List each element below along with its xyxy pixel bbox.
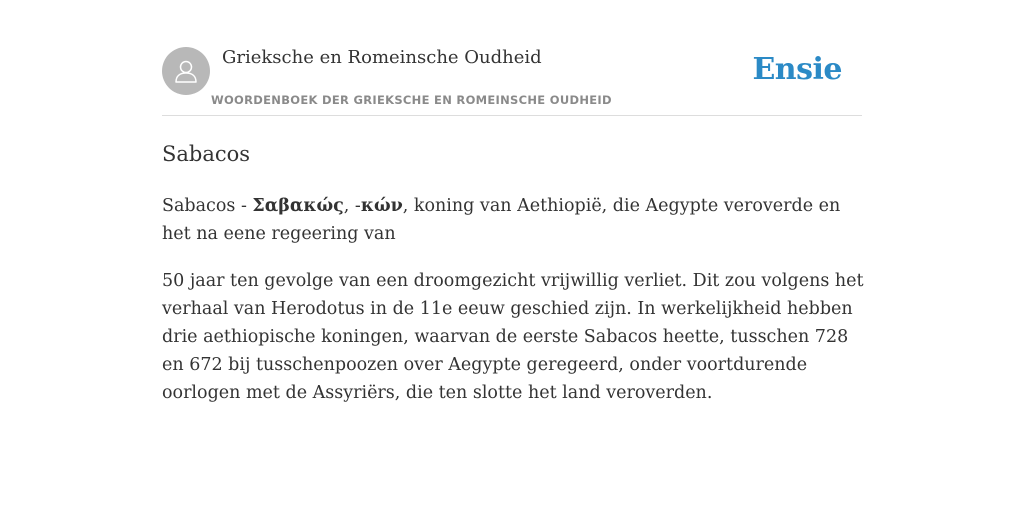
- lead-text: Sabacos -: [162, 196, 253, 216]
- source-avatar[interactable]: [162, 47, 210, 95]
- user-icon: [172, 57, 200, 85]
- brand-logo[interactable]: Ensie: [752, 52, 842, 87]
- paragraph-1-rest: , koning van Aethiopië, die Aegypte veroverde en het na eene regeering van: [162, 196, 841, 244]
- entry-paragraph-1: [162, 192, 867, 248]
- source-header: [162, 46, 862, 116]
- source-subtitle[interactable]: WOORDENBOEK DER GRIEKSCHE EN ROMEINSCHE OUDHEID: [211, 93, 612, 107]
- greek-term-1: Σαβακώς: [252, 196, 344, 216]
- entry-paragraph-2: 50 jaar ten gevolge van een droomgezicht vrijwillig verliet. Dit zou volgens het verhaal van Herodotus in de 11e eeuw geschied zijn. In werkelijkheid hebben drie aethiopische koningen, waarvan de eerste Sabacos heette, tusschen 728 en 672 bij tusschenpoozen over Aegypte geregeerd, onder voortdurende oorlogen met de Assyriërs, die ten slotte het land veroverden.: [162, 271, 864, 403]
- entry-title: Sabacos: [162, 142, 251, 166]
- source-title[interactable]: Grieksche en Romeinsche Oudheid: [222, 47, 542, 68]
- greek-term-2: κών: [360, 196, 403, 216]
- separator-text: , -: [343, 196, 361, 216]
